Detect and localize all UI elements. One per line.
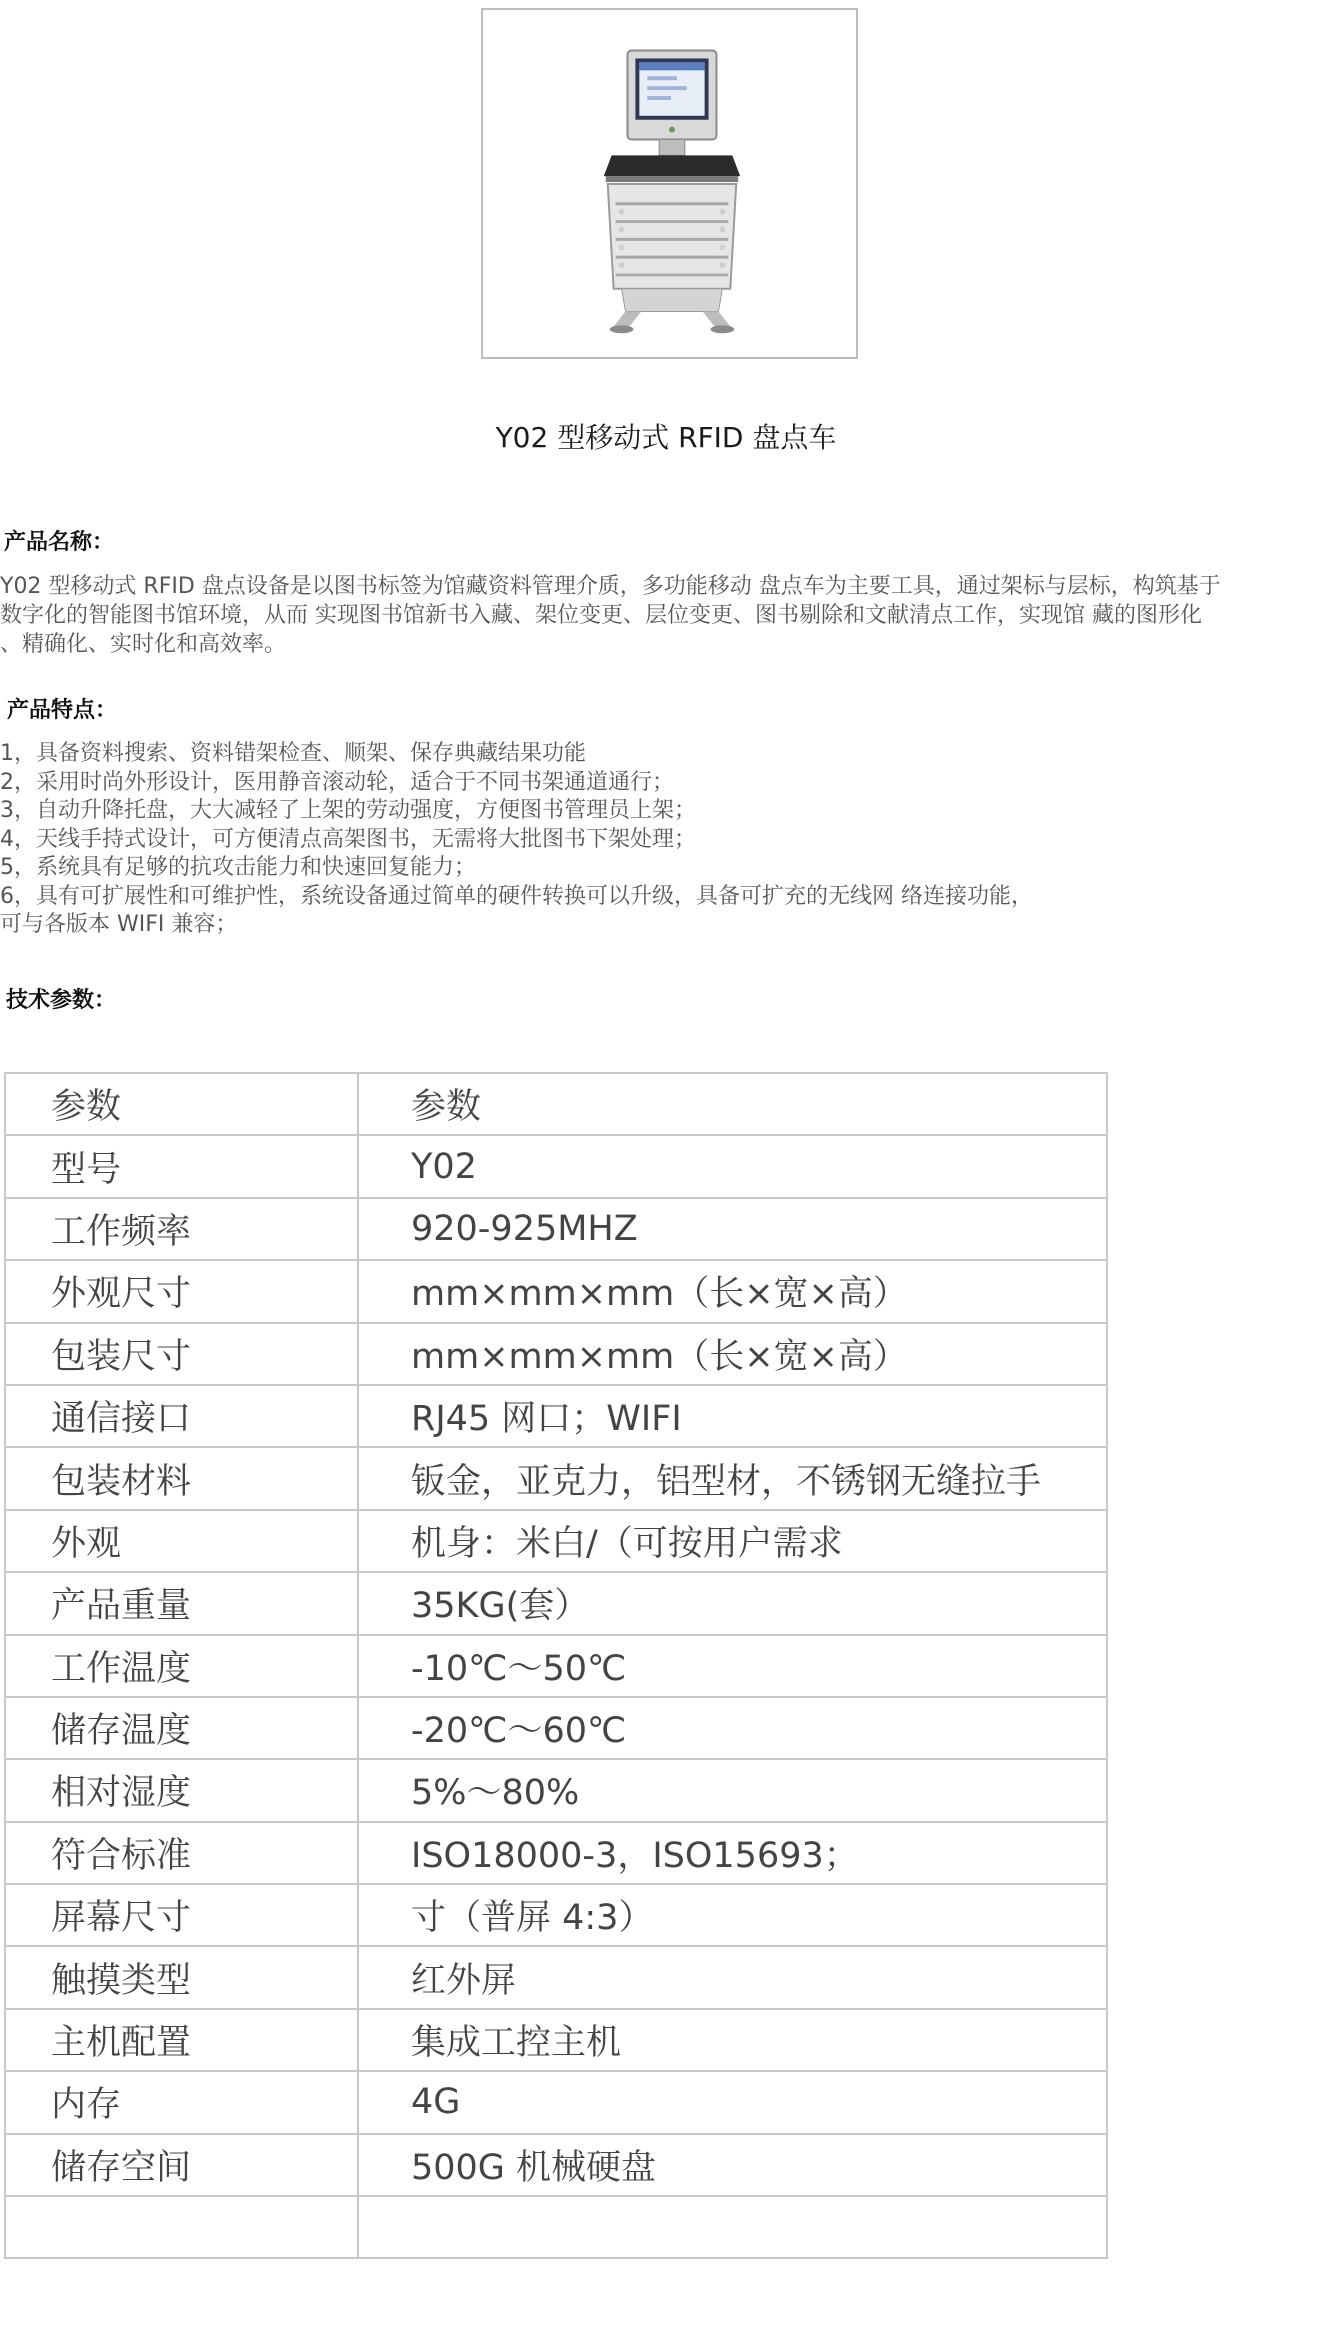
table-row [5,1635,1107,1697]
table-row [5,1447,1107,1509]
spec-name: 产品重量 [5,1572,358,1634]
spec-name: 触摸类型 [5,1946,358,2008]
spec-value: mm×mm×mm（长×宽×高） [358,1323,1107,1385]
spec-value: mm×mm×mm（长×宽×高） [358,1260,1107,1322]
feature-item: 3，自动升降托盘，大大减轻了上架的劳动强度，方便图书管理员上架； [0,798,696,823]
table-row [5,2009,1107,2071]
spec-name: 通信接口 [5,1385,358,1447]
spec-value: 5%～80% [358,1759,1107,1821]
table-row [5,1510,1107,1572]
spec-value: Y02 [358,1135,1107,1197]
spec-name: 屏幕尺寸 [5,1884,358,1946]
spec-value: -20℃～60℃ [358,1697,1107,1759]
spec-value: 机身：米白/（可按用户需求 [358,1510,1107,1572]
rfid-cart-illustration [483,10,856,357]
table-row [5,1946,1107,2008]
product-features-heading: 产品特点： [7,698,118,723]
tech-specs-heading: 技术参数： [6,988,117,1013]
spec-name: 型号 [5,1135,358,1197]
feature-item: 4，天线手持式设计，可方便清点高架图书，无需将大批图书下架处理； [0,826,696,852]
feature-item: 6，具有可扩展性和可维护性，系统设备通过简单的硬件转换可以升级，具备可扩充的无线网 络连接功能， [0,883,1033,909]
spec-value: ISO18000-3，ISO15693； [358,1822,1107,1884]
table-row [5,1572,1107,1634]
table-row [5,2134,1107,2196]
spec-value [358,2196,1107,2258]
feature-item: 可与各版本 WIFI 兼容； [0,912,238,937]
spec-value: 4G [358,2071,1107,2133]
table-row [5,1822,1107,1884]
description-line: 数字化的智能图书馆环境，从而 实现图书馆新书入藏、架位变更、层位变更、图书剔除和文献清点工作，实现馆 藏的图形化 [0,603,1202,628]
spec-value: -10℃～50℃ [358,1635,1107,1697]
feature-item: 5，系统具有足够的抗攻击能力和快速回复能力； [0,855,476,880]
table-row [5,1198,1107,1260]
spec-name: 外观 [5,1510,358,1572]
product-title: Y02 型移动式 RFID 盘点车 [495,421,837,454]
product-description [0,572,1328,659]
spec-name: 符合标准 [5,1822,358,1884]
spec-value: 500G 机械硬盘 [358,2134,1107,2196]
table-row [5,1135,1107,1197]
spec-value: 寸（普屏 4:3） [358,1884,1107,1946]
spec-name: 相对湿度 [5,1759,358,1821]
spec-name: 储存温度 [5,1697,358,1759]
spec-name: 参数 [5,1073,358,1135]
spec-name: 内存 [5,2071,358,2133]
spec-name: 工作频率 [5,1198,358,1260]
spec-value: 红外屏 [358,1946,1107,2008]
table-row [5,1385,1107,1447]
table-row [5,2071,1107,2133]
description-line: Y02 型移动式 RFID 盘点设备是以图书标签为馆藏资料管理介质，多功能移动 盘点车为主要工具，通过架标与层标，构筑基于 [0,574,1221,599]
spec-name: 工作温度 [5,1635,358,1697]
table-row [5,1884,1107,1946]
table-row [5,1759,1107,1821]
spec-name: 包装材料 [5,1447,358,1509]
table-row [5,1323,1107,1385]
table-row [5,1697,1107,1759]
feature-list [0,740,1328,940]
spec-value: 35KG(套） [358,1572,1107,1634]
feature-item: 2，采用时尚外形设计，医用静音滚动轮，适合于不同书架通道通行； [0,769,674,795]
spec-name: 储存空间 [5,2134,358,2196]
product-photo [481,8,858,359]
spec-name: 包装尺寸 [5,1323,358,1385]
spec-value: 钣金，亚克力，铝型材，不锈钢无缝拉手 [358,1447,1107,1509]
table-row [5,1260,1107,1322]
spec-name [5,2196,358,2258]
spec-value: 参数 [358,1073,1107,1135]
feature-item: 1，具备资料搜索、资料错架检查、顺架、保存典藏结果功能 [0,741,586,766]
spec-table [4,1072,1108,2259]
table-row [5,1073,1107,1135]
table-row [5,2196,1107,2258]
spec-value: 920-925MHZ [358,1198,1107,1260]
spec-name: 主机配置 [5,2009,358,2071]
spec-value: 集成工控主机 [358,2009,1107,2071]
product-name-heading: 产品名称： [4,530,115,555]
description-line: 、精确化、实时化和高效率。 [0,632,287,657]
spec-value: RJ45 网口；WIFI [358,1385,1107,1447]
spec-name: 外观尺寸 [5,1260,358,1322]
